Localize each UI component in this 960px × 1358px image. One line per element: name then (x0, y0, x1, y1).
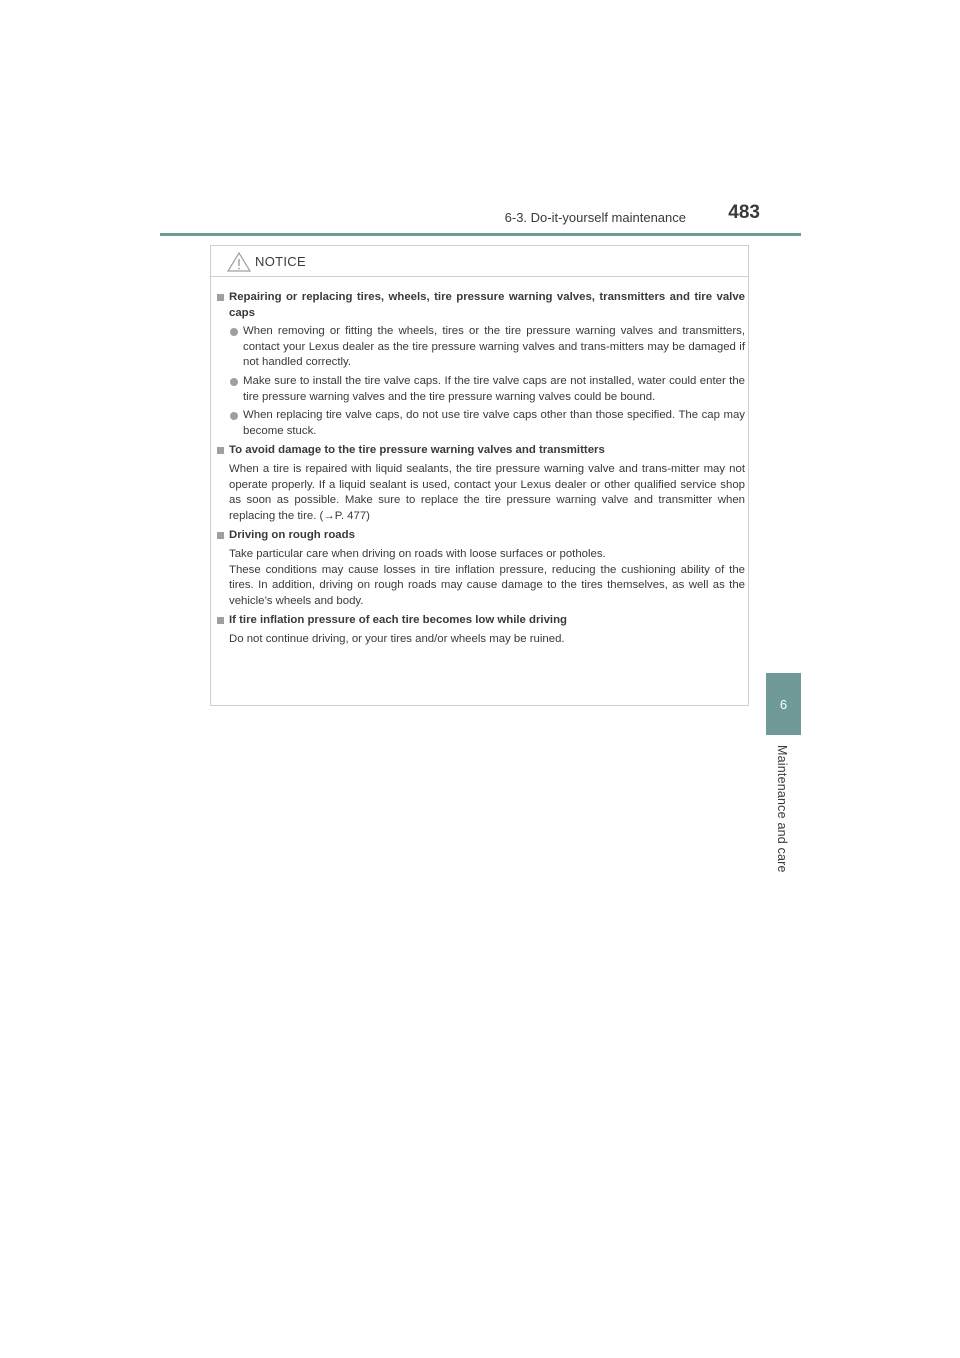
page-number: 483 (728, 202, 760, 223)
square-bullet-icon (217, 294, 224, 301)
circle-bullet-icon (230, 328, 238, 336)
bullet-text: When replacing tire valve caps, do not use tire valve caps other than those specified. The cap may become stuck. (243, 409, 745, 437)
square-bullet-icon (217, 617, 224, 624)
section-heading (217, 443, 745, 459)
section-paragraph: Do not continue driving, or your tires and/or wheels may be ruined. (229, 632, 565, 645)
heading-text: Repairing or replacing tires, wheels, tire pressure warning valves, transmitters and tire valve caps (229, 291, 745, 319)
circle-bullet-icon (230, 378, 238, 386)
bullet-text: Make sure to install the tire valve caps. If the tire valve caps are not installed, water could enter the tire pressure warning valves and the tire pressure warning valves could be bound. (243, 374, 745, 403)
bullet-text: When removing or fitting the wheels, tires or the tire pressure warning valves and transmitters, contact your Lexus dealer as the tire pressure warning valves and trans-mitters may be damaged if not handled correctly. (243, 325, 745, 369)
section-heading (217, 528, 745, 544)
notice-body (217, 290, 745, 647)
section-heading (217, 290, 745, 321)
chapter-tab[interactable] (766, 673, 801, 735)
section-title: 6-3. Do-it-yourself maintenance (504, 210, 686, 225)
notice-box (210, 245, 749, 706)
section-heading (217, 613, 745, 629)
chapter-label: Maintenance and care (775, 745, 789, 873)
notice-header (211, 246, 748, 277)
list-item (217, 408, 745, 439)
heading-text: To avoid damage to the tire pressure warning valves and transmitters (229, 444, 605, 457)
list-item (217, 324, 745, 371)
square-bullet-icon (217, 447, 224, 454)
circle-bullet-icon (230, 412, 238, 420)
heading-text: If tire inflation pressure of each tire becomes low while driving (229, 614, 567, 627)
section-paragraph: Take particular care when driving on roads with loose surfaces or potholes. (229, 547, 606, 560)
section-paragraph: These conditions may cause losses in tire inflation pressure, reducing the cushioning ability of the tires. In addition, driving on rough roads may cause damage to the tires themselves, as well as the vehicle’s wheels and body. (229, 563, 745, 607)
warning-triangle-icon (227, 252, 251, 272)
section-paragraph: When a tire is repaired with liquid sealants, the tire pressure warning valve and trans-mitter may not operate properly. If a liquid sealant is used, contact your Lexus dealer or other qualified service shop as soon as possible. Make sure to replace the tire pressure warning valve and transmitter when replacing the tire. (→P. 477) (229, 462, 745, 522)
notice-title: NOTICE (255, 254, 306, 269)
header-divider (160, 233, 801, 236)
chapter-number: 6 (779, 696, 788, 712)
square-bullet-icon (217, 532, 224, 539)
heading-text: Driving on rough roads (229, 529, 355, 542)
list-item (217, 374, 745, 405)
